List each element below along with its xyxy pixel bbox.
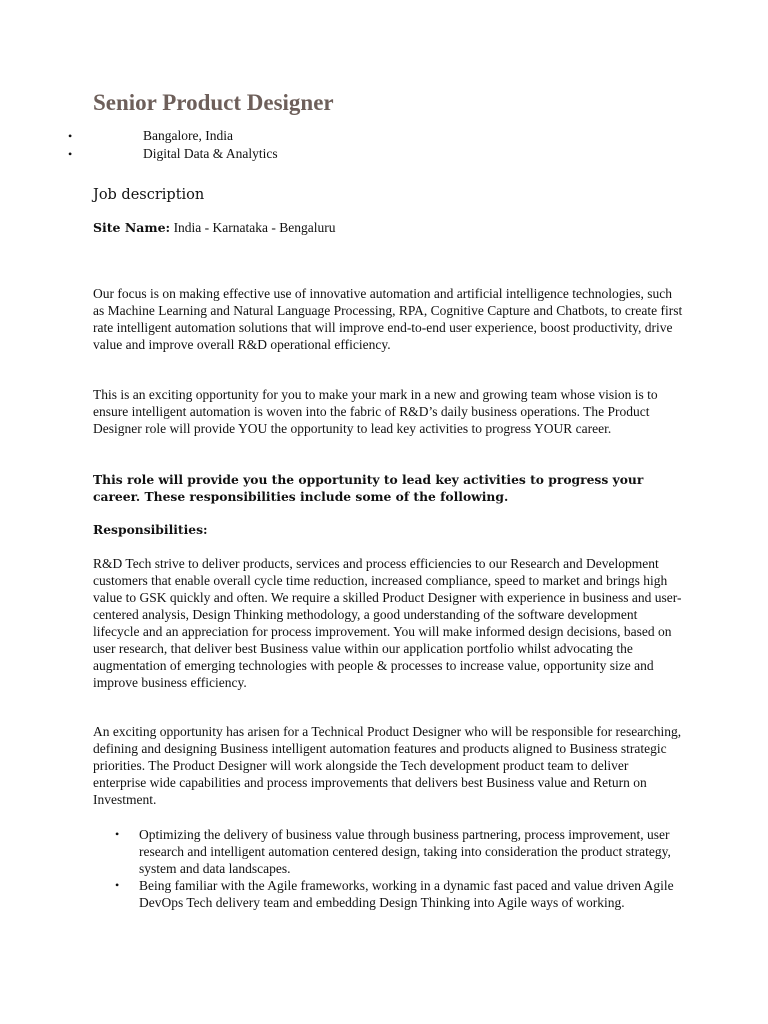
meta-department xyxy=(0,145,768,163)
responsibility-bullets xyxy=(0,826,768,911)
page-title: Senior Product Designer xyxy=(93,90,334,115)
rd-tech-paragraph: R&D Tech strive to deliver products, services and process efficiencies to our Research and Development customers that enable overall cycle time reduction, increased compliance, speed to market and brings high value to GSK quickly and often. We require a skilled Product Designer with experience in business and user-centered analysis, Design Thinking methodology, a good understanding of the software development lifecycle and an appreciation for process improvement. You will make informed design decisions, based on user research, that deliver best Business value within our application portfolio whilst advocating the augmentation of emerging technologies with people & processes to increase value, opportunity size and improve business efficiency. xyxy=(93,556,682,690)
technical-designer-paragraph: An exciting opportunity has arisen for a Technical Product Designer who will be responsible for researching, defining and designing Business intelligent automation features and products aligned to Business strategic priorities. The Product Designer will work alongside the Tech development product team to deliver enterprise wide capabilities and process improvements that delivers best Business value and Return on Investment. xyxy=(93,724,682,807)
site-name-label: Site Name: xyxy=(93,220,171,235)
site-name-value: India - Karnataka - Bengaluru xyxy=(173,220,336,235)
meta-location xyxy=(0,127,768,145)
responsibilities-heading: Responsibilities: xyxy=(93,522,208,537)
bullet-icon: • xyxy=(115,827,120,841)
list-item xyxy=(0,877,768,911)
bullet-icon: • xyxy=(68,129,73,143)
department-text: Digital Data & Analytics xyxy=(143,146,278,161)
opportunity-paragraph: This is an exciting opportunity for you to make your mark in a new and growing team whose vision is to ensure intelligent automation is woven into the fabric of R&D’s daily business operations. The Product Designer role will provide YOU the opportunity to lead key activities to progress YOUR career. xyxy=(93,387,658,436)
focus-paragraph: Our focus is on making effective use of innovative automation and artificial intelligence technologies, such as Machine Learning and Natural Language Processing, RPA, Cognitive Capture and Chatbots, to create first rate intelligent automation solutions that will improve end-to-end user experience, boost productivity, drive value and improve overall R&D operational efficiency. xyxy=(93,286,683,352)
site-name-line xyxy=(93,219,336,237)
location-text: Bangalore, India xyxy=(143,128,233,143)
list-item xyxy=(0,826,768,877)
job-description-heading: Job description xyxy=(93,187,205,203)
bullet-icon: • xyxy=(115,878,120,892)
bullet-icon: • xyxy=(68,147,73,161)
list-item-text: Being familiar with the Agile frameworks, working in a dynamic fast paced and value driven Agile DevOps Tech delivery team and embedding Design Thinking into Agile ways of working. xyxy=(139,878,674,910)
role-bold-paragraph: This role will provide you the opportunity to lead key activities to progress your career. These responsibilities include some of the following. xyxy=(93,472,644,504)
list-item-text: Optimizing the delivery of business value through business partnering, process improvement, user research and intelligent automation centered design, taking into consideration the product strategy, system and data landscapes. xyxy=(139,827,671,876)
job-meta-list xyxy=(0,127,768,163)
